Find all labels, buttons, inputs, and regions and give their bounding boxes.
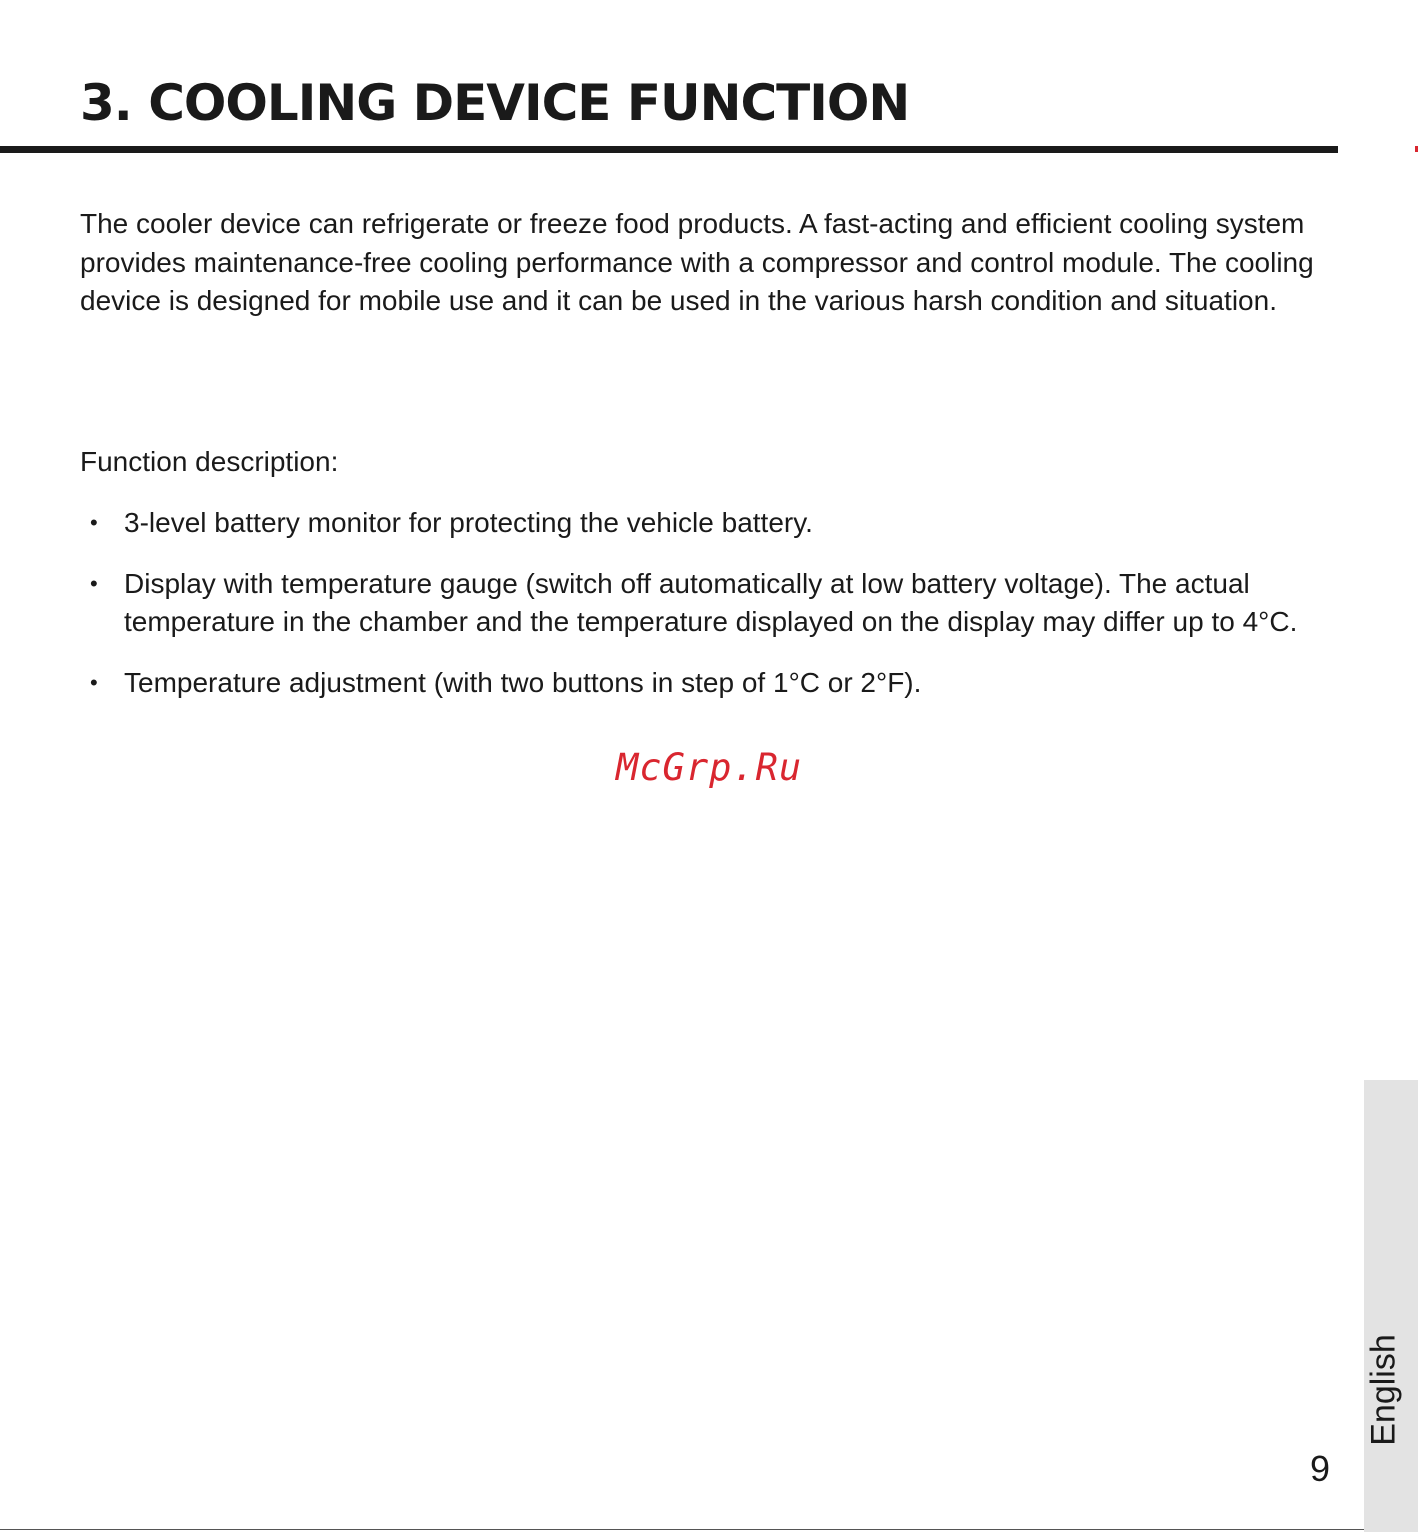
bullet-icon: • [90,510,98,535]
feature-text: Temperature adjustment (with two buttons in step of 1°C or 2°F). [124,667,922,699]
function-description-heading: Function description: [80,446,339,477]
bullet-icon: • [90,670,98,696]
feature-list [80,504,1300,725]
feature-text: Display with temperature gauge (switch off automatically at low battery voltage). The actual temperature in the chamber and the temperature displayed on the display may differ up to 4°C. [124,567,1298,638]
page-title: 3. COOLING DEVICE FUNCTION [80,74,910,132]
intro-paragraph: The cooler device can refrigerate or freeze food products. A fast-acting and efficient cooling system provides maintenance-free cooling performance with a compressor and control module. The cooling device is designed for mobile use and it can be used in the various harsh condition and situation. [80,208,1314,317]
title-divider [0,146,1338,153]
language-label: English [1364,1334,1403,1446]
feature-text: 3-level battery monitor for protecting the vehicle battery. [124,507,813,538]
feature-item-temperature-display [80,565,1300,642]
bottom-divider [0,1529,1364,1530]
page-number: 9 [1310,1448,1331,1489]
feature-item-temperature-adjustment [80,664,1300,703]
language-tab [1364,1080,1418,1532]
bullet-icon: • [90,570,98,596]
watermark: McGrp.Ru [616,746,803,789]
feature-item-battery-monitor [80,504,1300,543]
